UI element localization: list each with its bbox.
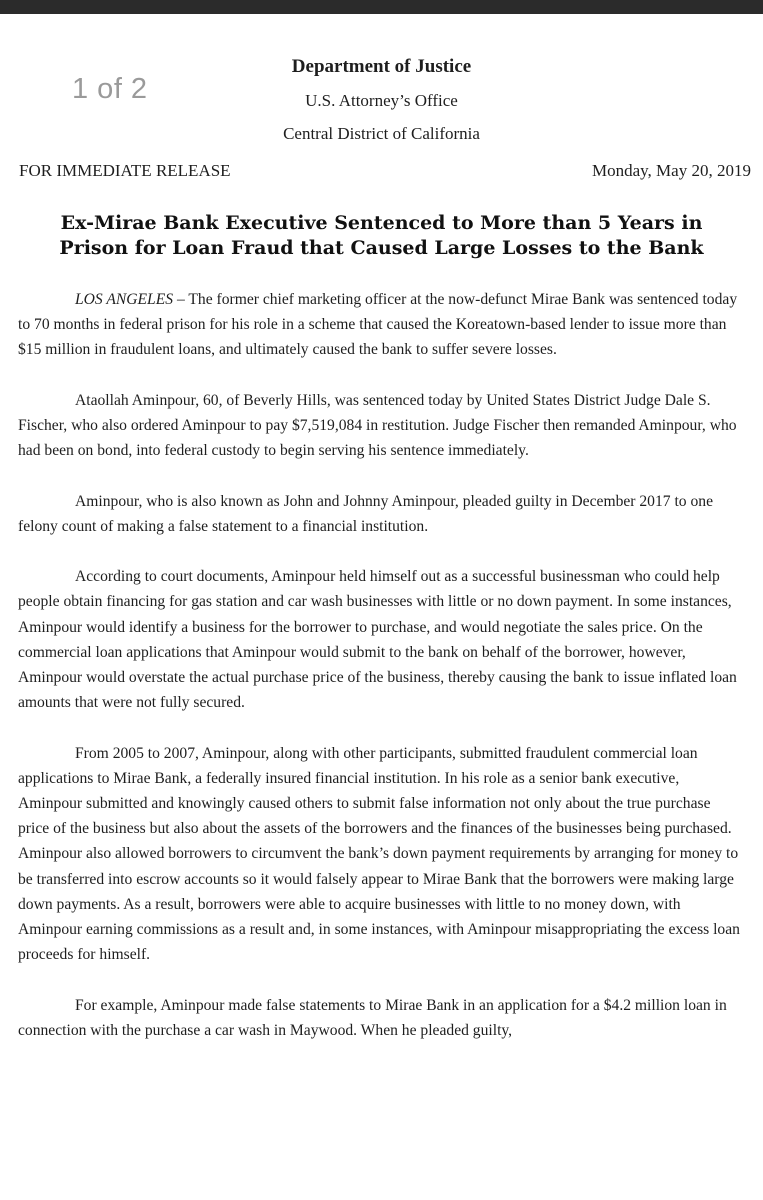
- paragraph-4: According to court documents, Aminpour held himself out as a successful businessman who could help people obtain financing for gas station and car wash businesses with little or no down payment. In some instances, Aminpour would identify a business for the borrower to purchase, and would negotiate the sales price. On the commercial loan applications that Aminpour would submit to the bank on behalf of the borrower, however, Aminpour would overstate the actual purchase price of the business, thereby causing the bank to issue inflated loan amounts that were not fully secured.: [18, 568, 737, 712]
- paragraph-5: From 2005 to 2007, Aminpour, along with other participants, submitted fraudulent commercial loan applications to Mirae Bank, a federally insured financial institution. In his role as a senior bank executive, Aminpour submitted and knowingly caused others to submit false information not only about the true purchase price of the business but also about the assets of the borrowers and the finances of the businesses being purchased. Aminpour also allowed borrowers to circumvent the bank’s down payment requirements by arranging for money to be transferred into escrow accounts so it would falsely appear to Mirae Bank that the borrowers were making large down payments. As a result, borrowers were able to acquire businesses with little to no money down, with Aminpour earning commissions as a result and, in some instances, with Aminpour misappropriating the excess loan proceeds for himself.: [18, 744, 740, 964]
- paragraph-1-text: – The former chief marketing officer at the now-defunct Mirae Bank was sentenced today to 70 months in federal prison for his role in a scheme that caused the Koreatown-based lender to issue more than $15 million in fraudulent loans, and ultimately caused the bank to suffer severe losses.: [18, 291, 738, 359]
- headline-line-1: Ex-Mirae Bank Executive Sentenced to More than 5 Years in: [60, 212, 703, 234]
- page-indicator: 1 of 2: [72, 73, 148, 105]
- paragraph-6: For example, Aminpour made false statements to Mirae Bank in an application for a $4.2 million loan in connection with the purchase a car wash in Maywood. When he pleaded guilty,: [18, 996, 727, 1039]
- top-bar: [0, 0, 763, 14]
- release-date: Monday, May 20, 2019: [592, 161, 751, 180]
- dateline: LOS ANGELES: [75, 291, 174, 308]
- paragraph-1: [18, 287, 744, 363]
- district-name: Central District of California: [283, 124, 480, 143]
- letterhead: [0, 55, 763, 145]
- headline: [0, 211, 763, 261]
- agency-name: Department of Justice: [291, 56, 472, 77]
- paragraph-3: Aminpour, who is also known as John and Johnny Aminpour, pleaded guilty in December 2017 to one felony count of making a false statement to a financial institution.: [18, 492, 714, 535]
- release-label: FOR IMMEDIATE RELEASE: [19, 161, 231, 180]
- office-name: U.S. Attorney’s Office: [305, 91, 458, 110]
- press-release-body: [18, 287, 744, 1068]
- paragraph-2: Ataollah Aminpour, 60, of Beverly Hills, was sentenced today by United States District Judge Dale S. Fischer, who also ordered Aminpour to pay $7,519,084 in restitution. Judge Fischer then remanded Aminpour, who had been on bond, into federal custody to begin serving his sentence immediately.: [18, 391, 737, 460]
- headline-line-2: Prison for Loan Fraud that Caused Large Losses to the Bank: [59, 237, 704, 259]
